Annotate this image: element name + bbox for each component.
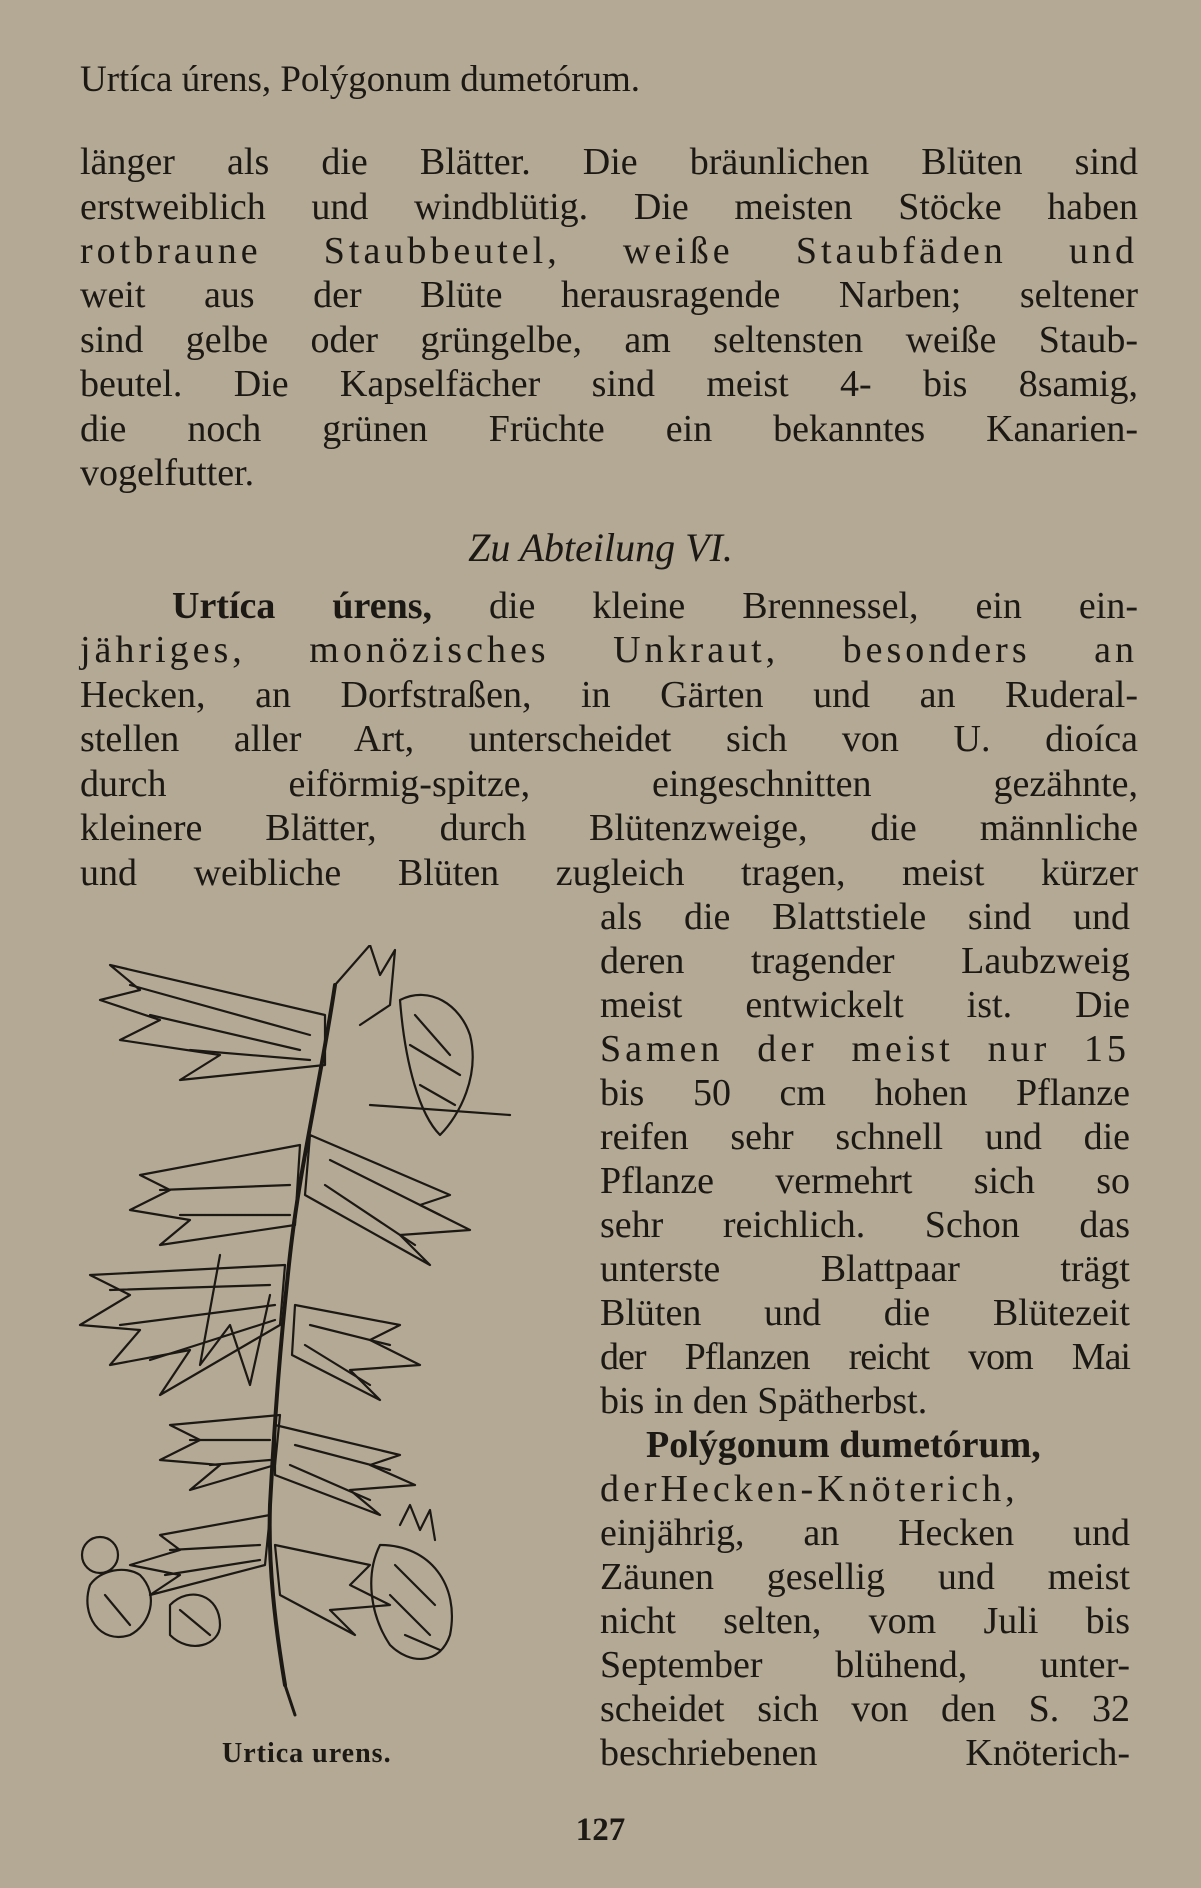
text-line: derHecken-Knöterich,	[600, 1468, 1019, 1510]
text-line: bis in den Spätherbst.	[600, 1380, 928, 1422]
text-line: einjährig, an Hecken und	[600, 1512, 1130, 1554]
text-line: vogelfutter.	[80, 452, 255, 494]
text-line: als die Blattstiele sind und	[600, 896, 1130, 938]
text-line: Hecken, an Dorfstraßen, in Gärten und an Ruderal-	[80, 674, 1138, 716]
text-line: Samen der meist nur 15	[600, 1028, 1130, 1070]
nettle-illustration	[70, 945, 570, 1725]
figure-caption: Urtica urens.	[222, 1738, 392, 1769]
text-line: unterste Blattpaar trägt	[600, 1248, 1130, 1290]
text-line: der Pflanzen reicht vom Mai	[600, 1336, 1130, 1378]
text-line: die noch grünen Früchte ein bekanntes Kanarien-	[80, 408, 1138, 450]
text-span: die kleine Brennessel, ein ein-	[489, 585, 1138, 627]
text-line: nicht selten, vom Juli bis	[600, 1600, 1130, 1642]
text-line: meist entwickelt ist. Die	[600, 984, 1130, 1026]
text-line: Blüten und die Blütezeit	[600, 1292, 1130, 1334]
text-line: bis 50 cm hohen Pflanze	[600, 1072, 1130, 1114]
text-line: September blühend, unter-	[600, 1644, 1130, 1686]
text-line: beschriebenen Knöterich-	[600, 1732, 1130, 1774]
text-line: kleinere Blätter, durch Blütenzweige, die männliche	[80, 807, 1138, 849]
text-line: weit aus der Blüte herausragende Narben; seltener	[80, 274, 1138, 316]
text-line: Zäunen gesellig und meist	[600, 1556, 1130, 1598]
text-line: deren tragender Laubzweig	[600, 940, 1130, 982]
running-title: Urtíca úrens, Polýgonum dumetórum.	[80, 59, 641, 100]
text-line: und weibliche Blüten zugleich tragen, meist kürzer	[80, 852, 1138, 894]
text-line: sind gelbe oder grüngelbe, am seltensten weiße Staub-	[80, 319, 1138, 361]
text-line: jähriges, monözisches Unkraut, besonders an	[80, 629, 1138, 671]
text-line: Pflanze vermehrt sich so	[600, 1160, 1130, 1202]
text-line: stellen aller Art, unterscheidet sich von U. dioíca	[80, 718, 1138, 760]
section-heading: Zu Abteilung VI.	[468, 525, 733, 570]
text-line: scheidet sich von den S. 32	[600, 1688, 1130, 1730]
species-name: Urtíca úrens,	[172, 585, 432, 627]
text-line: rotbraune Staubbeutel, weiße Staubfäden und	[80, 230, 1138, 272]
text-line: erstweiblich und windblütig. Die meisten Stöcke haben	[80, 186, 1138, 228]
text-line: länger als die Blätter. Die bräunlichen Blüten sind	[80, 141, 1138, 183]
text-line: sehr reichlich. Schon das	[600, 1204, 1130, 1246]
text-line: beutel. Die Kapselfächer sind meist 4- bis 8samig,	[80, 363, 1138, 405]
text-line: reifen sehr schnell und die	[600, 1116, 1130, 1158]
species-name: Polýgonum dumetórum,	[646, 1424, 1041, 1466]
text-line: durch eiförmig-spitze, eingeschnitten gezähnte,	[80, 763, 1138, 805]
page-number: 127	[575, 1812, 626, 1848]
text-line	[172, 584, 1138, 628]
